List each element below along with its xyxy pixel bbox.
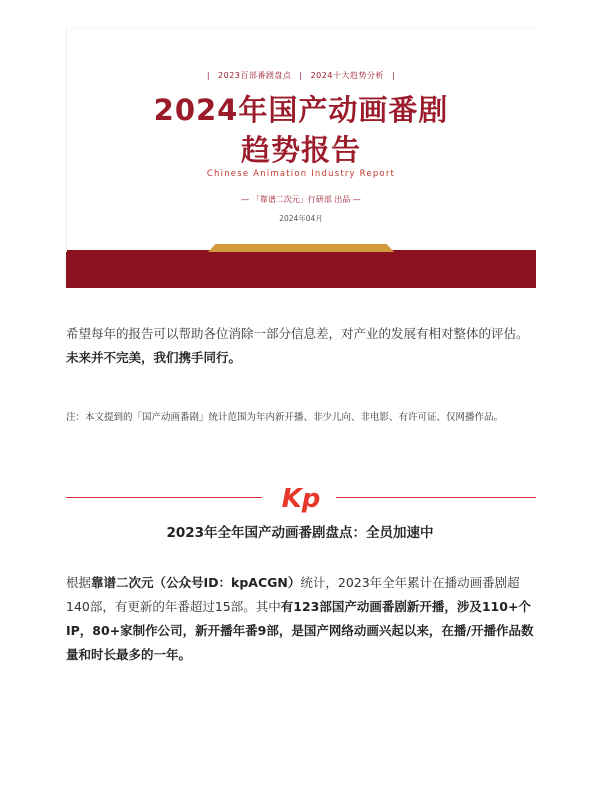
cover-title-line2: 趋势报告 (240, 133, 361, 167)
section-paragraph (66, 571, 541, 667)
cover-subtitle-en: Chinese Animation Industry Report (206, 169, 396, 179)
intro-bold: 未来并不完美，我们携手同行。 (66, 350, 242, 365)
cover-tagline: | 2023百部番剧盘点 | 2024十大趋势分析 | (206, 71, 396, 80)
divider-left (66, 497, 262, 498)
cover-byline: — 「靠谱二次元」行研部 出品 — (241, 195, 361, 204)
kp-logo-text: Kp (281, 484, 321, 514)
intro-paragraph (66, 322, 541, 370)
intro-text: 希望每年的报告可以帮助各位消除一部分信息差，对产业的发展有相对整体的评估。 (66, 326, 529, 341)
divider-right (336, 497, 536, 498)
scope-note: 注：本文提到的「国产动画番剧」统计范围为年内新开播、非少儿向、非电影、有许可证、仅网播作品。 (66, 412, 504, 423)
kp-logo-icon (278, 482, 324, 514)
cover-border (66, 28, 536, 252)
cover-date: 2024年04月 (279, 214, 323, 223)
cover-red-band (66, 250, 536, 288)
p-mid: 统计，2023年全年累计在播动画番剧超140部，有更新的年番超过15部。其中 (66, 575, 520, 614)
p-lead: 根据 (66, 575, 92, 590)
cover-title-line1: 2024年国产动画番剧 (153, 93, 449, 127)
section-title: 2023年全年国产动画番剧盘点：全员加速中 (166, 525, 434, 541)
p-source: 靠谱二次元（公众号ID：kpACGN） (91, 575, 301, 590)
tag-right: 2024十大趋势分析 (310, 71, 384, 80)
tag-left: 2023百部番剧盘点 (218, 71, 292, 80)
p-bold: 有123部国产动画番剧新开播，涉及110+个IP，80+家制作公司，新开播年番9部，是国产网络动画兴起以来，在播/开播作品数量和时长最多的一年。 (66, 599, 534, 662)
